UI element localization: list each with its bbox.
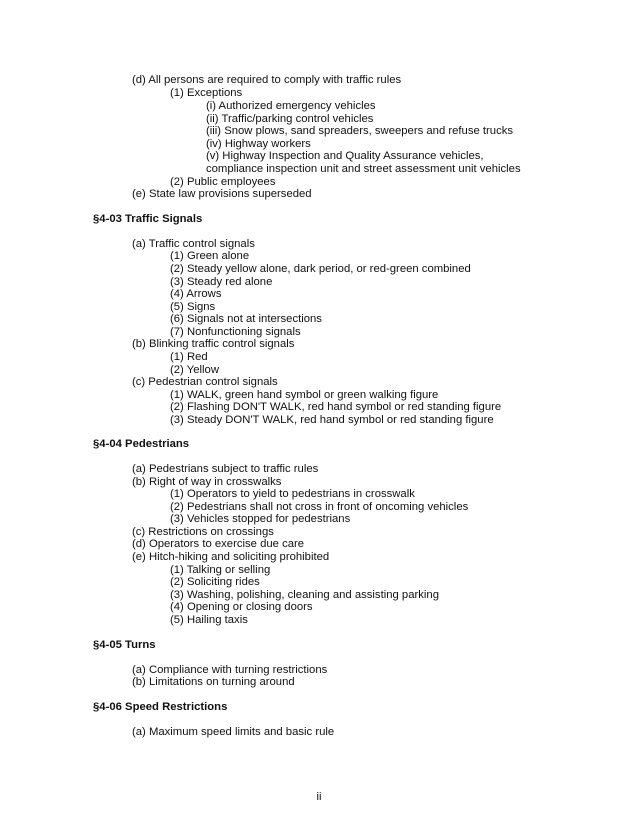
outline-item: (a) Compliance with turning restrictions xyxy=(132,664,328,676)
outline-item: (c) Pedestrian control signals xyxy=(132,376,278,388)
outline-item: (2) Pedestrians shall not cross in front of oncoming vehicles xyxy=(170,501,469,513)
outline-item: (3) Washing, polishing, cleaning and assisting parking xyxy=(170,589,439,601)
outline-item: (1) Exceptions xyxy=(170,87,243,99)
outline-item: (c) Restrictions on crossings xyxy=(132,526,274,538)
outline-item: (b) Right of way in crosswalks xyxy=(132,476,282,488)
outline-item: (ii) Traffic/parking control vehicles xyxy=(206,113,374,125)
outline-item: (e) Hitch-hiking and soliciting prohibited xyxy=(132,551,330,563)
outline-item: (i) Authorized emergency vehicles xyxy=(206,100,376,112)
outline-item: (1) Operators to yield to pedestrians in crosswalk xyxy=(170,488,415,500)
outline-item: (d) Operators to exercise due care xyxy=(132,538,305,550)
outline-item: (2) Yellow xyxy=(170,364,219,376)
outline-item: (1) Talking or selling xyxy=(170,564,271,576)
section-heading: §4-04 Pedestrians xyxy=(93,438,190,450)
outline-item: (5) Hailing taxis xyxy=(170,614,248,626)
outline-item: (4) Opening or closing doors xyxy=(170,601,313,613)
outline-item: (1) Red xyxy=(170,351,208,363)
outline-item: (1) Green alone xyxy=(170,250,250,262)
outline-item: (3) Steady red alone xyxy=(170,276,273,288)
outline-item: (d) All persons are required to comply with traffic rules xyxy=(132,74,402,86)
outline-item: (2) Flashing DON'T WALK, red hand symbol or red standing figure xyxy=(170,401,502,413)
outline-item: (2) Steady yellow alone, dark period, or red-green combined xyxy=(170,263,471,275)
outline-item: (1) WALK, green hand symbol or green walking figure xyxy=(170,389,439,401)
outline-item: (v) Highway Inspection and Quality Assurance vehicles, xyxy=(206,150,484,162)
outline-item: (iv) Highway workers xyxy=(206,138,311,150)
outline-item: compliance inspection unit and street assessment unit vehicles xyxy=(206,163,521,175)
outline-item: (5) Signs xyxy=(170,301,216,313)
outline-item: (a) Pedestrians subject to traffic rules xyxy=(132,463,319,475)
outline-item: (2) Public employees xyxy=(170,176,276,188)
outline-item: (b) Blinking traffic control signals xyxy=(132,338,295,350)
outline-item: (2) Soliciting rides xyxy=(170,576,260,588)
outline-item: (b) Limitations on turning around xyxy=(132,676,295,688)
page-number: ii xyxy=(316,791,322,803)
outline-item: (6) Signals not at intersections xyxy=(170,313,322,325)
outline-item: (e) State law provisions superseded xyxy=(132,188,312,200)
outline-item: (7) Nonfunctioning signals xyxy=(170,326,301,338)
outline-item: (iii) Snow plows, sand spreaders, sweepers and refuse trucks xyxy=(206,125,514,137)
section-heading: §4-05 Turns xyxy=(93,639,156,651)
section-heading: §4-06 Speed Restrictions xyxy=(93,701,228,713)
outline-item: (3) Vehicles stopped for pedestrians xyxy=(170,513,351,525)
outline-item: (4) Arrows xyxy=(170,288,222,300)
section-heading: §4-03 Traffic Signals xyxy=(93,213,203,225)
outline-item: (a) Maximum speed limits and basic rule xyxy=(132,726,335,738)
outline-item: (3) Steady DON'T WALK, red hand symbol or red standing figure xyxy=(170,414,494,426)
outline-item: (a) Traffic control signals xyxy=(132,238,255,250)
